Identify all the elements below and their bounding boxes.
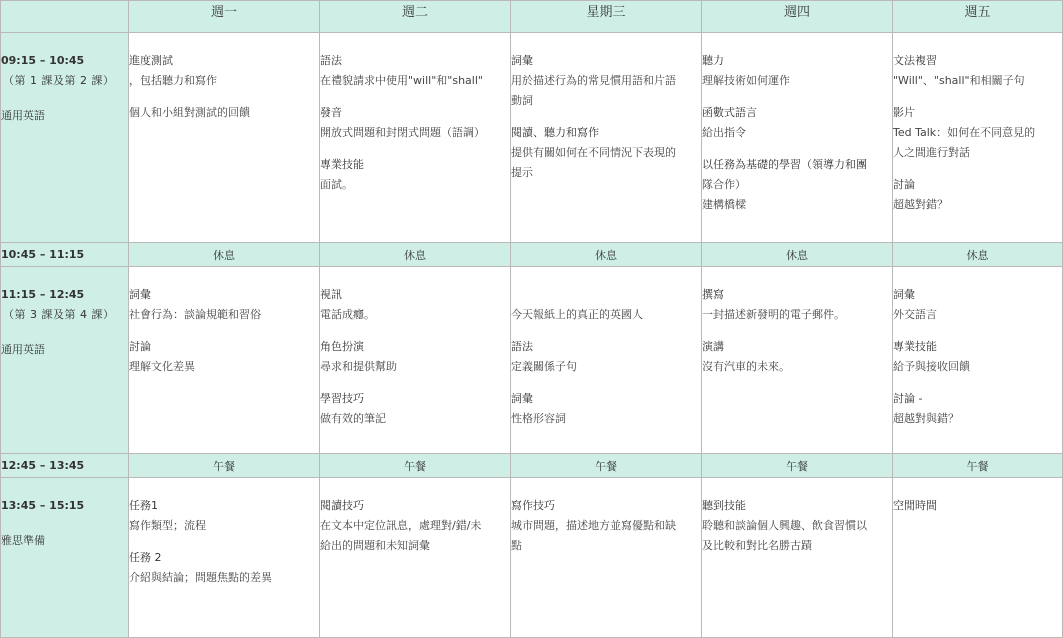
- break-label: 休息: [320, 243, 511, 267]
- activity-block: [893, 103, 1062, 163]
- activity-block: [129, 548, 319, 588]
- header-day-fri: 週五: [893, 1, 1063, 33]
- table-row: [1, 454, 1063, 478]
- activity-title: 詞彙: [511, 392, 533, 405]
- activity-desc: 外交語言: [893, 308, 937, 321]
- break-label: 午餐: [129, 454, 320, 478]
- activity-block: [511, 337, 701, 377]
- activity-title: 詞彙: [129, 288, 151, 301]
- activity-title: 任務 2: [129, 551, 162, 564]
- activity-block: [320, 337, 510, 377]
- activity-desc: 寫作類型；流程: [129, 519, 206, 532]
- activity-desc: 提供有關如何在不同情況下表現的: [511, 146, 676, 159]
- activity-title: 函數式語言: [702, 106, 757, 119]
- schedule-cell: [893, 478, 1063, 638]
- activity-desc: 超越對與錯？: [893, 412, 959, 425]
- activity-desc: 面試。: [320, 178, 353, 191]
- activity-desc: 超越對錯？: [893, 198, 948, 211]
- activity-block: [320, 496, 510, 556]
- activity-block: [320, 389, 510, 429]
- activity-block: [702, 496, 892, 556]
- activity-desc: 做有效的筆記: [320, 412, 386, 425]
- break-label: 休息: [129, 243, 320, 267]
- course-name: 雅思準備: [1, 534, 45, 547]
- table-header: [1, 1, 1063, 33]
- activity-block: [129, 285, 319, 325]
- activity-block: [511, 51, 701, 111]
- activity-title: 閱讀技巧: [320, 499, 364, 512]
- activity-title: 聽到技能: [702, 499, 746, 512]
- header-day-wed: 星期三: [511, 1, 702, 33]
- schedule-cell: [129, 267, 320, 454]
- activity-block: [320, 103, 510, 143]
- time-range: 13:45 – 15:15: [1, 499, 85, 512]
- activity-desc: 給出指令: [702, 126, 746, 139]
- activity-title: 影片: [893, 106, 915, 119]
- activity-desc: 提示: [511, 166, 533, 179]
- activity-title: 專業技能: [893, 340, 937, 353]
- activity-desc: 理解文化差異: [129, 360, 195, 373]
- activity-title: 專業技能: [320, 158, 364, 171]
- activity-title: 閱讀、聽力和寫作: [511, 126, 599, 139]
- activity-block: [320, 155, 510, 195]
- activity-desc: 尋求和提供幫助: [320, 360, 397, 373]
- activity-desc: "Will"、"shall"和相關子句: [893, 74, 1025, 87]
- header-day-mon: 週一: [129, 1, 320, 33]
- schedule-cell: [511, 267, 702, 454]
- activity-block: [129, 337, 319, 377]
- activity-title: 寫作技巧: [511, 499, 555, 512]
- table-row: [1, 267, 1063, 454]
- activity-title: 以任務為基礎的學習（領導力和團: [702, 158, 867, 171]
- activity-block: [511, 389, 701, 429]
- activity-block: [702, 285, 892, 325]
- schedule-cell: [320, 478, 511, 638]
- activity-title: 演講: [702, 340, 724, 353]
- activity-title: 討論: [129, 340, 151, 353]
- activity-desc: 社會行為：談論規範和習俗: [129, 308, 261, 321]
- activity-desc: 理解技術如何運作: [702, 74, 790, 87]
- activity-desc: 介紹與結論；問題焦點的差異: [129, 571, 272, 584]
- activity-desc: 及比較和對比名勝古蹟: [702, 539, 812, 552]
- activity-desc: 點: [511, 539, 522, 552]
- activity-block: [511, 123, 701, 183]
- activity-title: 討論 -: [893, 392, 923, 405]
- activity-title: 詞彙: [511, 54, 533, 67]
- activity-desc: 一封描述新發明的電子郵件。: [702, 308, 845, 321]
- schedule-cell: [702, 33, 893, 243]
- activity-title: 詞彙: [893, 288, 915, 301]
- activity-desc: ，包括聽力和寫作: [129, 74, 217, 87]
- activity-title: 視訊: [320, 288, 342, 301]
- activity-desc: 人之間進行對話: [893, 146, 970, 159]
- activity-block: [893, 175, 1062, 215]
- blank-line: [511, 285, 701, 305]
- break-label: 午餐: [511, 454, 702, 478]
- schedule-cell: [129, 33, 320, 243]
- activity-block: [320, 51, 510, 91]
- break-label: 午餐: [320, 454, 511, 478]
- activity-desc: 聆聽和談論個人興趣、飲食習慣以: [702, 519, 867, 532]
- activity-desc: 給予與接收回饋: [893, 360, 970, 373]
- break-time: 12:45 – 13:45: [1, 454, 129, 478]
- activity-block: [702, 51, 892, 91]
- time-slot: [1, 33, 129, 243]
- break-label: 休息: [702, 243, 893, 267]
- activity-title: 討論: [893, 178, 915, 191]
- activity-block: [893, 337, 1062, 377]
- schedule-cell: [893, 33, 1063, 243]
- lesson-numbers: （第 3 課及第 4 課）: [3, 308, 115, 321]
- activity-block: [893, 496, 1062, 516]
- activity-block: [893, 285, 1062, 325]
- schedule-cell: [702, 478, 893, 638]
- activity-desc: 電話成癮。: [320, 308, 375, 321]
- table-row: [1, 243, 1063, 267]
- activity-title: 撰寫: [702, 288, 724, 301]
- activity-desc: 在文本中定位訊息，處理對/錯/未: [320, 519, 482, 532]
- activity-desc: 動詞: [511, 94, 533, 107]
- table-row: [1, 478, 1063, 638]
- header-corner: [1, 1, 129, 33]
- activity-title: 空閒時間: [893, 499, 937, 512]
- break-label: 休息: [511, 243, 702, 267]
- header-row: [1, 1, 1063, 33]
- activity-desc: 給出的問題和未知詞彙: [320, 539, 430, 552]
- course-name: 通用英語: [1, 343, 45, 356]
- break-label: 休息: [893, 243, 1063, 267]
- activity-title: 發音: [320, 106, 342, 119]
- schedule-cell: [511, 33, 702, 243]
- activity-block: [511, 496, 701, 556]
- time-range: 09:15 – 10:45: [1, 54, 85, 67]
- activity-title: 語法: [320, 54, 342, 67]
- activity-block: [702, 337, 892, 377]
- activity-desc: Ted Talk：如何在不同意見的: [893, 126, 1036, 139]
- activity-desc: 隊合作）: [702, 178, 746, 191]
- schedule-cell: [320, 267, 511, 454]
- activity-title: 任務1: [129, 499, 158, 512]
- activity-block: [129, 103, 319, 123]
- activity-desc: 今天報紙上的真正的英國人: [511, 308, 643, 321]
- activity-desc: 用於描述行為的常見慣用語和片語: [511, 74, 676, 87]
- activity-block: [129, 51, 319, 91]
- activity-title: 學習技巧: [320, 392, 364, 405]
- activity-block: [320, 285, 510, 325]
- time-slot: [1, 267, 129, 454]
- activity-block: [893, 389, 1062, 429]
- activity-title: 文法複習: [893, 54, 937, 67]
- header-day-tue: 週二: [320, 1, 511, 33]
- activity-desc: 定義關係子句: [511, 360, 577, 373]
- activity-title: 角色扮演: [320, 340, 364, 353]
- activity-block: [129, 496, 319, 536]
- lesson-numbers: （第 1 課及第 2 課）: [3, 74, 115, 87]
- activity-desc: 開放式問題和封閉式問題（語調）: [320, 126, 485, 139]
- activity-desc: 城市問題，描述地方並寫優點和缺: [511, 519, 676, 532]
- schedule-cell: [511, 478, 702, 638]
- activity-title: 聽力: [702, 54, 724, 67]
- course-name: 通用英語: [1, 109, 45, 122]
- activity-title: 進度測試: [129, 54, 173, 67]
- activity-block: [702, 103, 892, 143]
- schedule-cell: [893, 267, 1063, 454]
- break-label: 午餐: [893, 454, 1063, 478]
- activity-title: 語法: [511, 340, 533, 353]
- table-body: [1, 33, 1063, 638]
- activity-desc: 建構橋樑: [702, 198, 746, 211]
- activity-block: [511, 285, 701, 325]
- time-slot: [1, 478, 129, 638]
- schedule-cell: [320, 33, 511, 243]
- activity-block: [893, 51, 1062, 91]
- activity-desc: 在禮貌請求中使用"will"和"shall": [320, 74, 483, 87]
- break-time: 10:45 – 11:15: [1, 243, 129, 267]
- activity-desc: 性格形容詞: [511, 412, 566, 425]
- header-day-thu: 週四: [702, 1, 893, 33]
- schedule-cell: [129, 478, 320, 638]
- activity-desc: 個人和小組對測試的回饋: [129, 106, 250, 119]
- activity-block: [702, 155, 892, 215]
- time-range: 11:15 – 12:45: [1, 288, 85, 301]
- schedule-cell: [702, 267, 893, 454]
- break-label: 午餐: [702, 454, 893, 478]
- activity-desc: 沒有汽車的未來。: [702, 360, 790, 373]
- table-row: [1, 33, 1063, 243]
